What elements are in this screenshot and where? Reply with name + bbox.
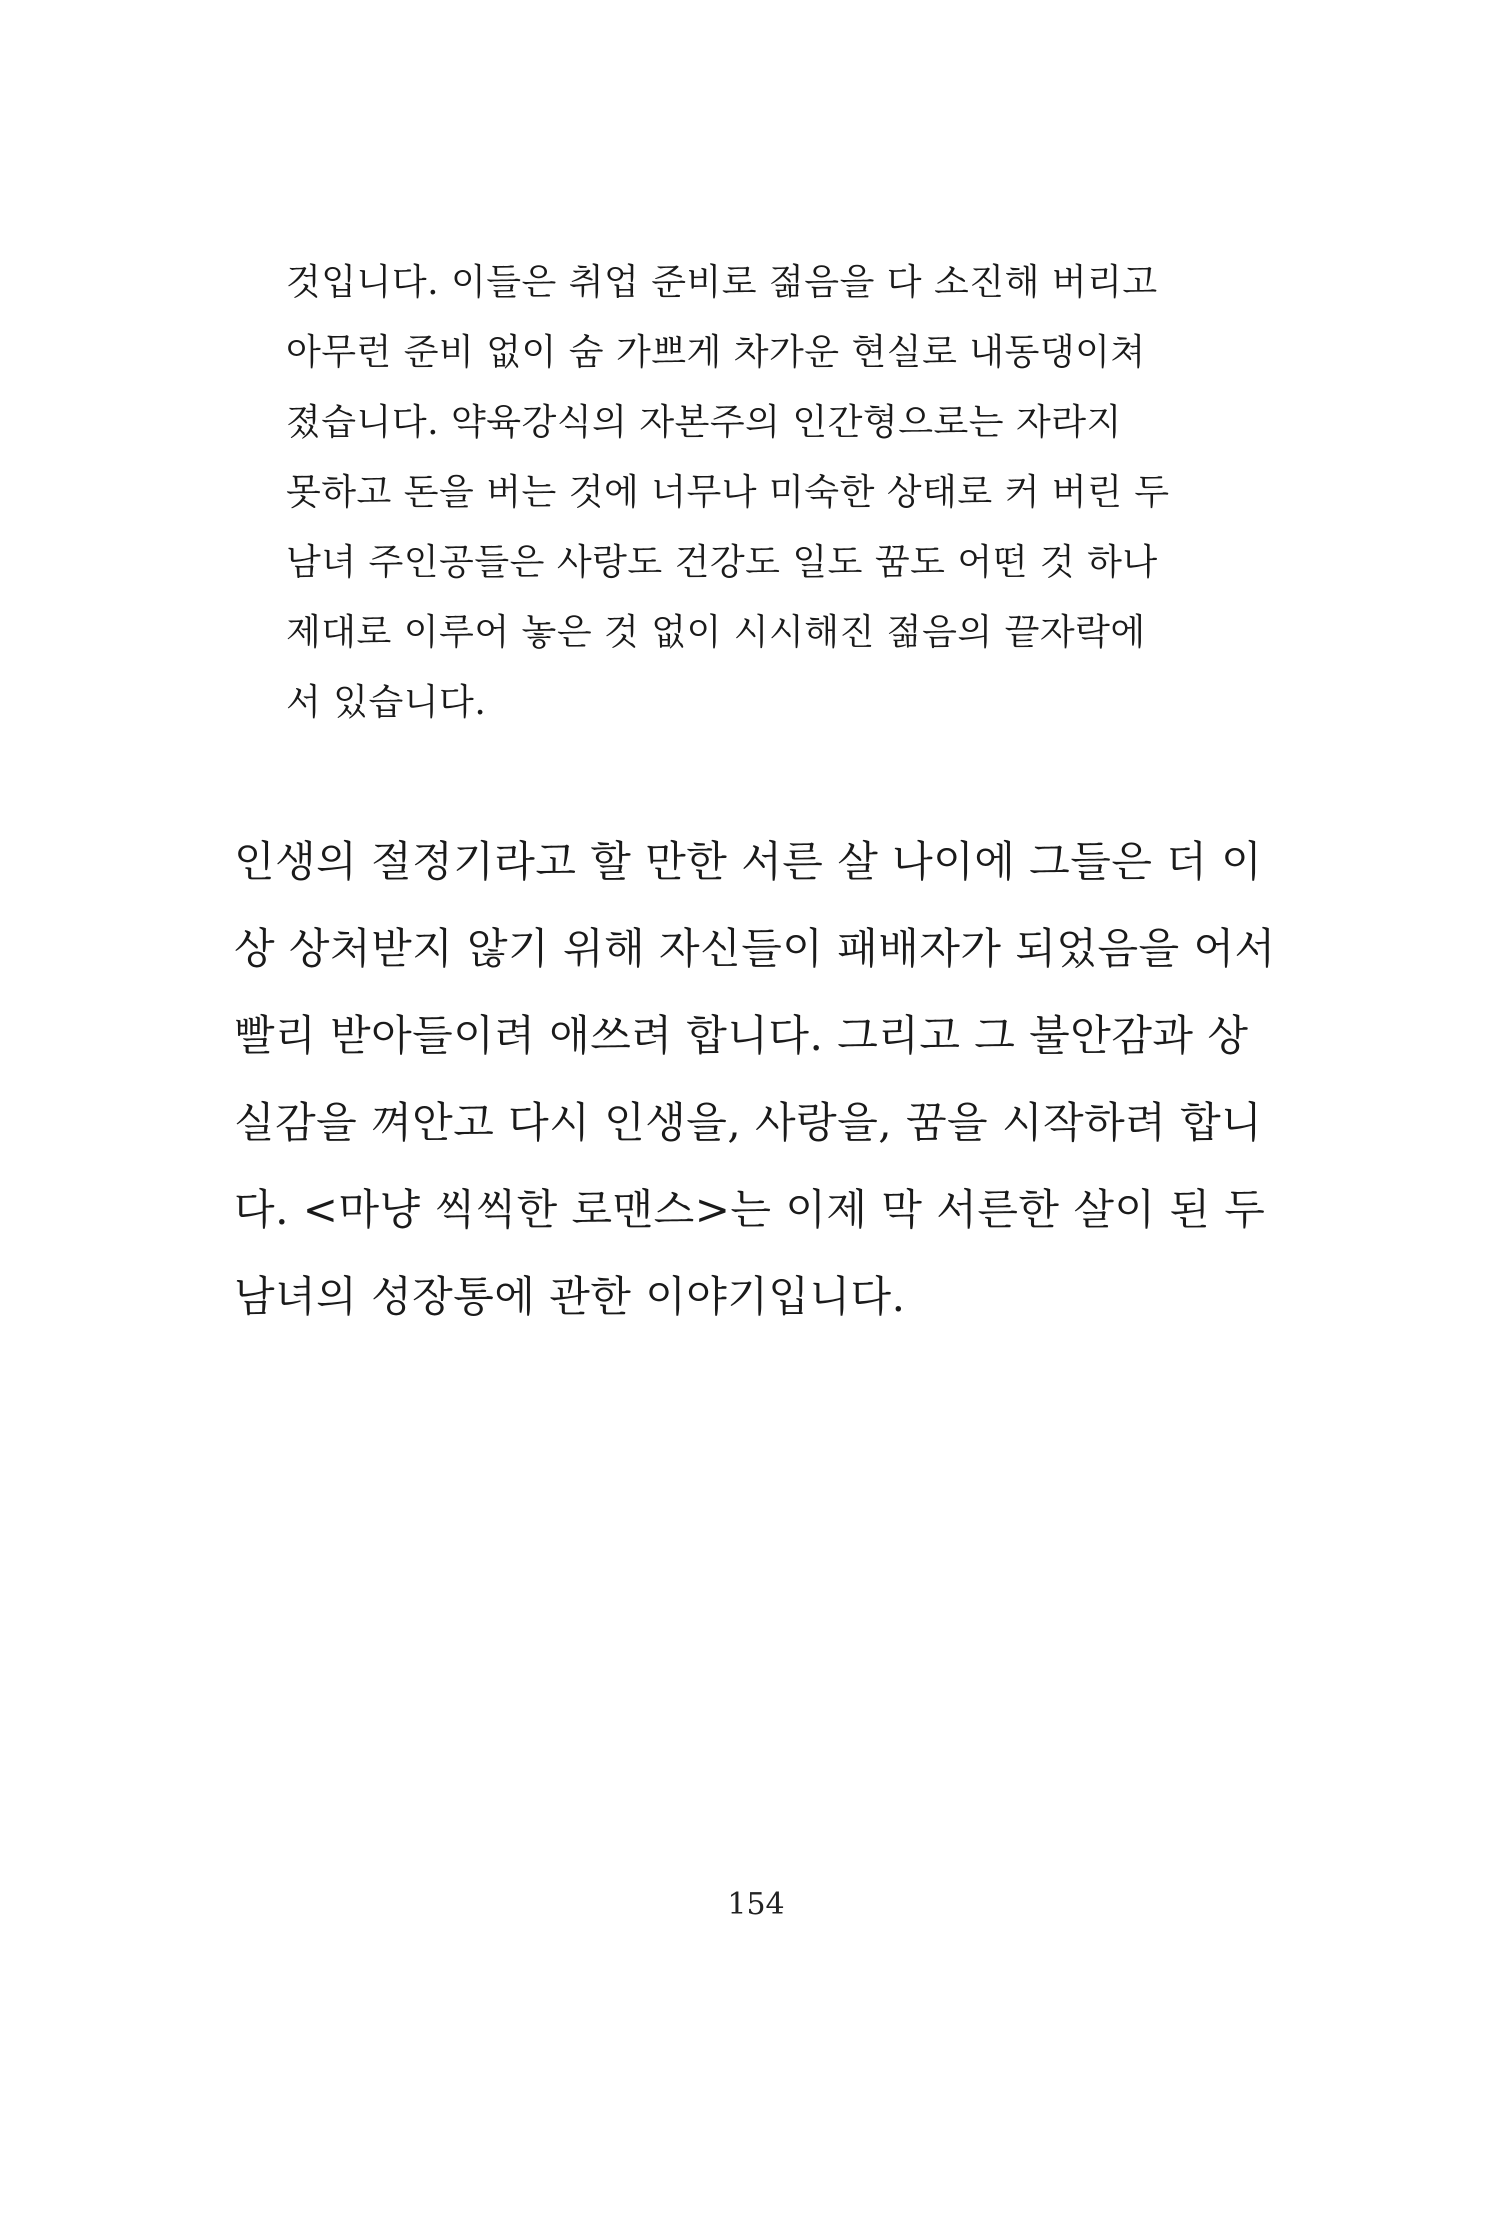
body-paragraph [234, 818, 1276, 1340]
quote-line: 졌습니다. 약육강식의 자본주의 인간형으로는 자라지 [286, 402, 1122, 443]
body-line: 남녀의 성장통에 관한 이야기입니다. [234, 1272, 906, 1321]
quote-line: 남녀 주인공들은 사랑도 건강도 일도 꿈도 어떤 것 하나 [286, 542, 1158, 583]
quote-line: 아무런 준비 없이 숨 가쁘게 차가운 현실로 내동댕이쳐 [286, 332, 1146, 373]
quote-line: 서 있습니다. [286, 682, 487, 723]
quote-line: 못하고 돈을 버는 것에 너무나 미숙한 상태로 커 버린 두 [286, 472, 1170, 513]
quote-line: 제대로 이루어 놓은 것 없이 시시해진 젊음의 끝자락에 [286, 612, 1146, 653]
body-line: 빨리 받아들이려 애쓰려 합니다. 그리고 그 불안감과 상 [234, 1011, 1249, 1060]
body-line: 인생의 절정기라고 할 만한 서른 살 나이에 그들은 더 이 [234, 837, 1263, 886]
quote-line: 것입니다. 이들은 취업 준비로 젊음을 다 소진해 버리고 [286, 262, 1158, 303]
page-number: 154 [727, 1887, 785, 1922]
body-line: 다. <마냥 씩씩한 로맨스>는 이제 막 서른한 살이 된 두 [234, 1185, 1266, 1234]
body-line: 상 상처받지 않기 위해 자신들이 패배자가 되었음을 어서 [234, 924, 1276, 973]
indented-quote-paragraph [286, 248, 1170, 738]
body-line: 실감을 껴안고 다시 인생을, 사랑을, 꿈을 시작하려 합니 [234, 1098, 1263, 1147]
